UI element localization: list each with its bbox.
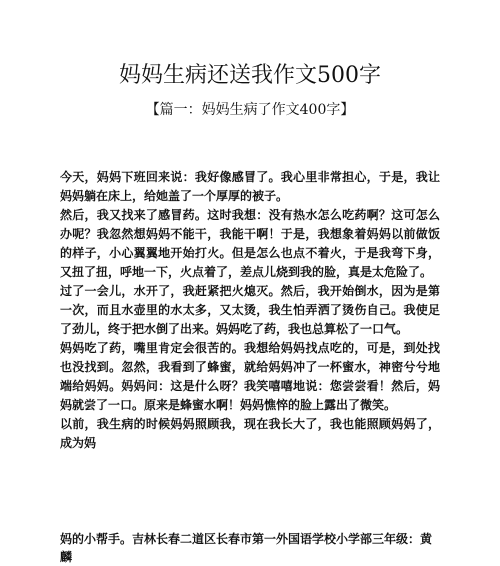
essay-paragraph: 妈妈吃了药，嘴里肯定会很苦的。我想给妈妈找点吃的，可是，到处找也没找到。忽然，我看到了蜂蜜，就给妈妈冲了一杯蜜水，神密兮兮地端给妈妈。妈妈问：这是什么呀？我笑嘻嘻地说：您尝尝看！然后，妈妈就尝了一口。原来是蜂蜜水啊！妈妈憔悴的脸上露出了微笑。 [60, 341, 440, 412]
essay-body [60, 168, 440, 453]
document-title: 妈妈生病还送我作文500字 [119, 63, 381, 88]
essay-paragraph: 以前，我生病的时候妈妈照顾我，现在我长大了，我也能照顾妈妈了，成为妈 [60, 417, 440, 450]
essay-paragraph: 然后，我又找来了感冒药。这时我想：没有热水怎么吃药啊？这可怎么办呢？我忽然想妈妈不能干，我能干啊！于是，我想象着妈妈以前做饭的样子，小心翼翼地开始打火。但是怎么也点不着火，于是我弯下身，又扭了扭，呼地一下，火点着了，差点儿烧到我的脸，真是太危险了。 [60, 208, 440, 279]
essay-paragraph: 今天，妈妈下班回来说：我好像感冒了。我心里非常担心，于是，我让妈妈躺在床上，给她盖了一个厚厚的被子。 [60, 170, 440, 203]
essay-footer: 妈的小帮手。吉林长春二道区长春市第一外国语学校小学部三年级：黄麟 [60, 532, 433, 564]
essay-paragraph: 过了一会儿，水开了，我赶紧把火熄灭。然后，我开始倒水，因为是第一次，而且水壶里的水太多，又太烫，我生怕弄洒了烫伤自己。我使足了劲儿，终于把水倒了出来。妈妈吃了药，我也总算松了一口气。 [60, 284, 440, 336]
document-subtitle: 【篇一：妈妈生病了作文400字】 [145, 102, 355, 118]
